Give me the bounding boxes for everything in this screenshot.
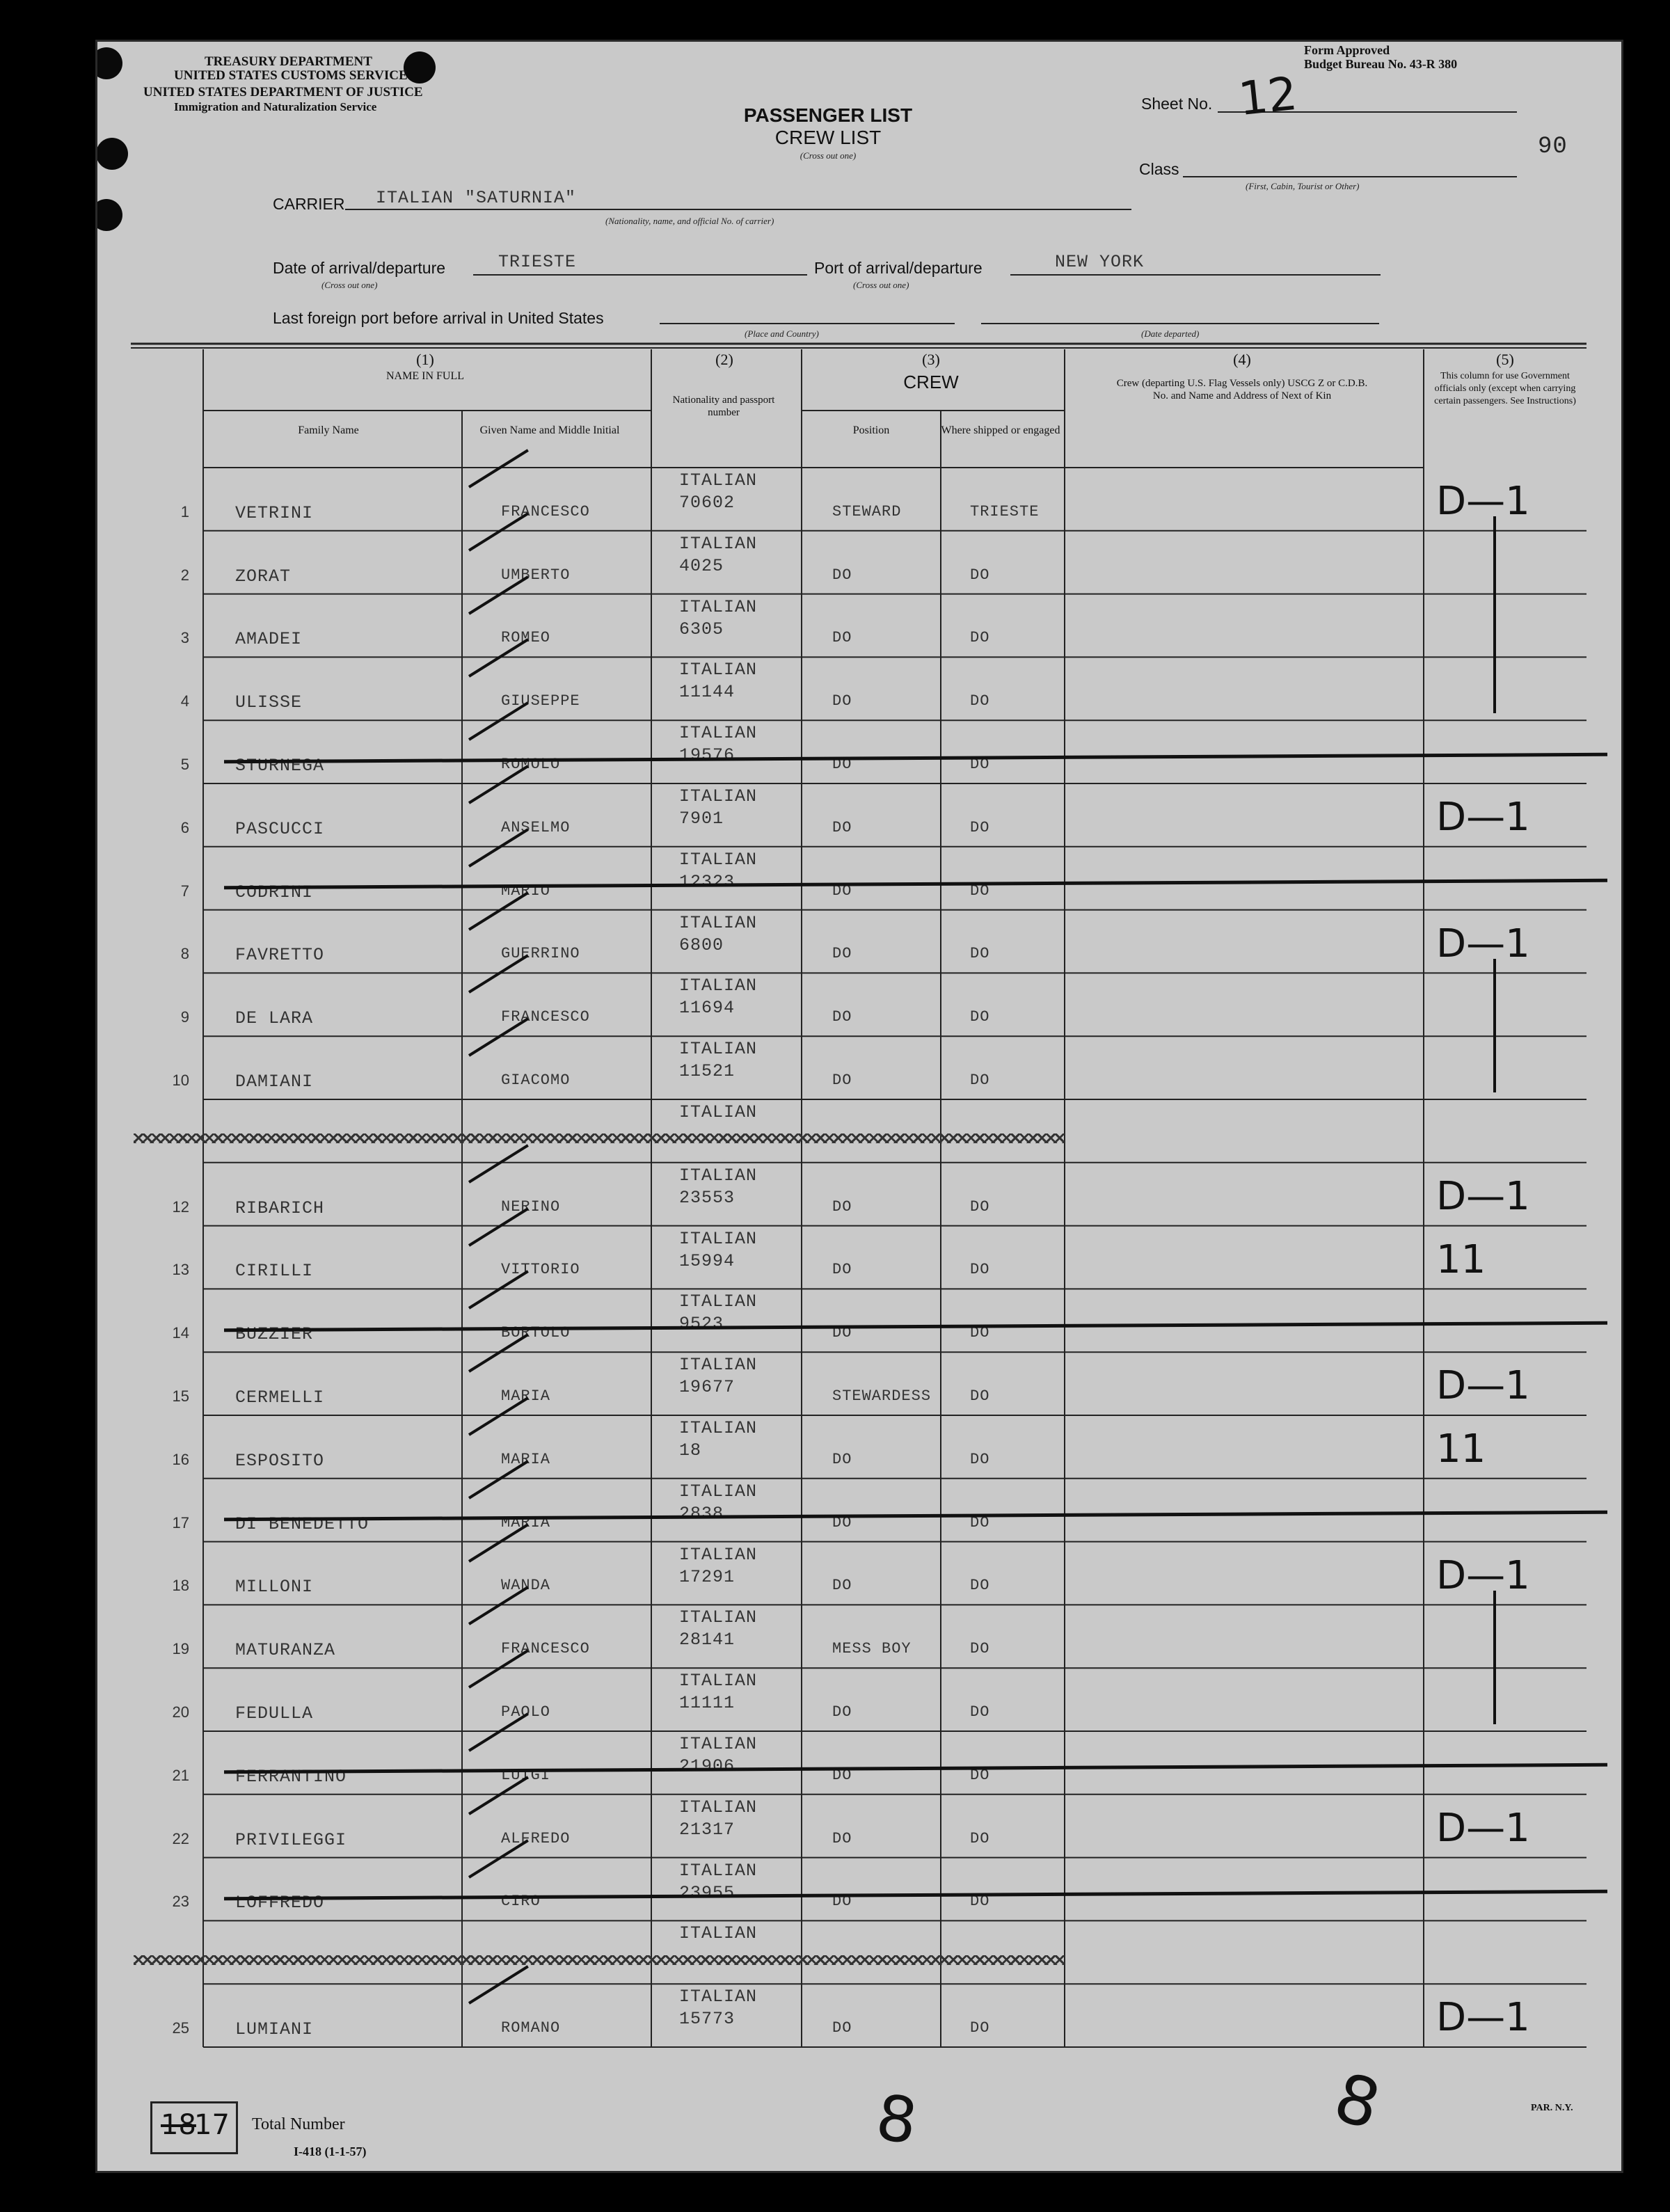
- given-name: UMBERTO: [501, 566, 571, 584]
- nationality: ITALIAN: [679, 596, 758, 617]
- passport-number: 7901: [679, 809, 724, 829]
- class-label: Class: [1139, 160, 1179, 178]
- nationality: ITALIAN: [679, 1418, 758, 1438]
- position: DO: [832, 945, 852, 963]
- official-mark: D—1: [1436, 479, 1530, 524]
- where-shipped: DO: [970, 2019, 990, 2037]
- row-number: 23: [172, 1893, 189, 1911]
- where-shipped-header: Where shipped or engaged: [941, 424, 1060, 436]
- title-passenger-list: PASSENGER LIST: [743, 104, 913, 126]
- family-name: DAMIANI: [235, 1072, 314, 1092]
- position: DO: [832, 1703, 852, 1721]
- family-name: FERRANTINO: [235, 1766, 347, 1787]
- sheet-number: 12: [1236, 66, 1300, 127]
- given-name: BORTOLO: [501, 1324, 571, 1342]
- row-number: 22: [172, 1829, 189, 1847]
- position: DO: [832, 1829, 852, 1847]
- where-shipped: DO: [970, 1450, 990, 1468]
- nationality: ITALIAN: [679, 1291, 758, 1312]
- family-name: VETRINI: [235, 502, 314, 523]
- official-mark: D—1: [1436, 1805, 1530, 1851]
- where-shipped: DO: [970, 1387, 990, 1405]
- nationality: ITALIAN: [679, 1102, 758, 1122]
- total-label: Total Number: [252, 2115, 345, 2133]
- given-name: FRANCESCO: [501, 1640, 590, 1658]
- carrier-hint: (Nationality, name, and official No. of carrier): [605, 216, 774, 226]
- row-number: 19: [172, 1640, 189, 1658]
- passport-number: 19576: [679, 745, 735, 766]
- budget-bureau: Budget Bureau No. 43-R 380: [1304, 57, 1458, 71]
- col5-num: (5): [1496, 351, 1514, 368]
- tally-stroke: [1493, 959, 1496, 1092]
- where-shipped: DO: [970, 1829, 990, 1847]
- where-shipped: DO: [970, 818, 990, 836]
- col1-num: (1): [416, 351, 434, 368]
- given-name: WANDA: [501, 1577, 551, 1595]
- agency-line: TREASURY DEPARTMENT: [205, 54, 372, 69]
- given-name: MARIA: [501, 1450, 551, 1468]
- passport-number: 12323: [679, 871, 735, 892]
- position: STEWARD: [832, 502, 902, 520]
- row-number: 18: [172, 1577, 189, 1595]
- passport-number: 4025: [679, 555, 724, 576]
- col2-title: Nationality and passport number: [672, 395, 775, 418]
- family-name: ESPOSITO: [235, 1450, 325, 1471]
- total-struck: 18: [161, 2109, 196, 2141]
- official-mark: 11: [1436, 1236, 1486, 1282]
- xed-out-row: [134, 1133, 1065, 1143]
- where-shipped: DO: [970, 1577, 990, 1595]
- position: DO: [832, 1072, 852, 1089]
- family-name: LUMIANI: [235, 2019, 314, 2039]
- nationality: ITALIAN: [679, 1481, 758, 1502]
- given-name-header: Given Name and Middle Initial: [479, 424, 620, 436]
- where-shipped: DO: [970, 945, 990, 963]
- official-mark: D—1: [1436, 1552, 1530, 1598]
- position: DO: [832, 1008, 852, 1026]
- nationality: ITALIAN: [679, 1165, 758, 1186]
- position: DO: [832, 629, 852, 647]
- tally-stroke: [1493, 516, 1496, 713]
- nationality: ITALIAN: [679, 1355, 758, 1376]
- given-name: FRANCESCO: [501, 1008, 590, 1026]
- nationality: ITALIAN: [679, 976, 758, 996]
- row-number: 7: [180, 882, 189, 900]
- where-shipped: TRIESTE: [970, 502, 1040, 520]
- passport-number: 11521: [679, 1061, 735, 1082]
- form-number: I-418 (1-1-57): [294, 2145, 367, 2158]
- family-name: MILLONI: [235, 1577, 314, 1598]
- position: DO: [832, 1766, 852, 1784]
- row-number: 6: [180, 818, 189, 836]
- passport-number: 23553: [679, 1187, 735, 1208]
- position: DO: [832, 882, 852, 900]
- nationality: ITALIAN: [679, 1797, 758, 1817]
- family-name: ZORAT: [235, 566, 292, 587]
- table-grid: [97, 42, 1621, 2171]
- printer-mark: PAR. N.Y.: [1531, 2103, 1573, 2113]
- row-number: 3: [180, 629, 189, 647]
- position: DO: [832, 1324, 852, 1342]
- row-number: 20: [172, 1703, 189, 1721]
- row-number: 5: [180, 756, 189, 773]
- given-name: VITTORIO: [501, 1261, 580, 1279]
- family-name: STURNEGA: [235, 756, 325, 776]
- position: MESS BOY: [832, 1640, 912, 1658]
- where-shipped: DO: [970, 1703, 990, 1721]
- family-name: FAVRETTO: [235, 945, 325, 966]
- date-hint: (Cross out one): [321, 280, 378, 290]
- where-shipped: DO: [970, 756, 990, 773]
- family-name: CODRINI: [235, 882, 314, 902]
- date-value: TRIESTE: [498, 252, 577, 272]
- where-shipped: DO: [970, 1513, 990, 1531]
- family-name: AMADEI: [235, 629, 303, 650]
- given-name: ANSELMO: [501, 818, 571, 836]
- nationality: ITALIAN: [679, 533, 758, 554]
- nationality: ITALIAN: [679, 1987, 758, 2007]
- row-number: 12: [172, 1197, 189, 1216]
- cross-out-hint: (Cross out one): [800, 150, 857, 161]
- row-number: 10: [172, 1072, 189, 1089]
- family-name: CIRILLI: [235, 1261, 314, 1282]
- family-name: BUZZIER: [235, 1324, 314, 1345]
- position: DO: [832, 692, 852, 710]
- given-name: LUIGI: [501, 1766, 551, 1784]
- passport-number: 17291: [679, 1566, 735, 1587]
- where-shipped: DO: [970, 1261, 990, 1279]
- agency-line: UNITED STATES DEPARTMENT OF JUSTICE: [143, 85, 423, 100]
- position: DO: [832, 1577, 852, 1595]
- row-number: 1: [180, 502, 189, 520]
- given-name: FRANCESCO: [501, 502, 590, 520]
- nationality: ITALIAN: [679, 1039, 758, 1060]
- official-mark: D—1: [1436, 921, 1530, 966]
- port-hint: (Cross out one): [853, 280, 909, 290]
- given-name: ROMANO: [501, 2019, 561, 2037]
- nationality: ITALIAN: [679, 1734, 758, 1754]
- row-number: 8: [180, 945, 189, 963]
- family-name: LOFFREDO: [235, 1893, 325, 1913]
- official-mark: D—1: [1436, 795, 1530, 840]
- form-approved: Form Approved: [1304, 43, 1390, 57]
- total-box: [150, 2101, 238, 2154]
- given-name: GIACOMO: [501, 1072, 571, 1089]
- where-shipped: DO: [970, 1640, 990, 1658]
- col5-title: This column for use Government officials only (except when carrying certain passengers. See Instructions): [1434, 371, 1576, 406]
- where-shipped: DO: [970, 882, 990, 900]
- official-mark: D—1: [1436, 1363, 1530, 1409]
- position: DO: [832, 2019, 852, 2037]
- row-number: 15: [172, 1387, 189, 1405]
- where-shipped: DO: [970, 1072, 990, 1089]
- position: DO: [832, 1197, 852, 1216]
- position: DO: [832, 566, 852, 584]
- given-name: MARIO: [501, 882, 551, 900]
- port-value: NEW YORK: [1055, 252, 1145, 272]
- agency-line: UNITED STATES CUSTOMS SERVICE: [174, 68, 408, 83]
- passport-number: 15773: [679, 2009, 735, 2030]
- given-name: MARIA: [501, 1387, 551, 1405]
- passport-number: 2838: [679, 1503, 724, 1524]
- last-port-label: Last foreign port before arrival in United States: [273, 309, 604, 327]
- family-name: PRIVILEGGI: [235, 1829, 347, 1850]
- row-number: 14: [172, 1324, 189, 1342]
- position: DO: [832, 1893, 852, 1911]
- where-shipped: DO: [970, 566, 990, 584]
- row-number: 13: [172, 1261, 189, 1279]
- date-departed-hint: (Date departed): [1141, 328, 1200, 339]
- row-number: 9: [180, 1008, 189, 1026]
- col3-num: (3): [922, 351, 940, 368]
- given-name: PAOLO: [501, 1703, 551, 1721]
- row-number: 2: [180, 566, 189, 584]
- nationality: ITALIAN: [679, 912, 758, 933]
- xed-out-row: [134, 1955, 1065, 1965]
- where-shipped: DO: [970, 1766, 990, 1784]
- position: DO: [832, 818, 852, 836]
- row-number: 21: [172, 1766, 189, 1784]
- passport-number: 11694: [679, 998, 735, 1019]
- col2-num: (2): [715, 351, 733, 368]
- family-name: DE LARA: [235, 1008, 314, 1029]
- nationality: ITALIAN: [679, 1860, 758, 1881]
- position: STEWARDESS: [832, 1387, 932, 1405]
- given-name: CIRO: [501, 1893, 541, 1911]
- family-name: MATURANZA: [235, 1640, 336, 1661]
- where-shipped: DO: [970, 692, 990, 710]
- row-number: 25: [172, 2019, 189, 2037]
- given-name: GIUSEPPE: [501, 692, 580, 710]
- family-name-header: Family Name: [298, 424, 359, 436]
- class-hint: (First, Cabin, Tourist or Other): [1246, 181, 1360, 191]
- carrier-label: CARRIER: [273, 195, 345, 213]
- where-shipped: DO: [970, 629, 990, 647]
- passport-number: 11144: [679, 682, 735, 703]
- sheet-label: Sheet No.: [1141, 95, 1213, 113]
- where-shipped: DO: [970, 1324, 990, 1342]
- passport-number: 28141: [679, 1630, 735, 1650]
- nationality: ITALIAN: [679, 786, 758, 806]
- given-name: ROMEO: [501, 629, 551, 647]
- port-label: Port of arrival/departure: [814, 259, 983, 277]
- passport-number: 18: [679, 1440, 702, 1461]
- row-number: 17: [172, 1513, 189, 1531]
- passport-number: 21906: [679, 1756, 735, 1776]
- row-number: 4: [180, 692, 189, 710]
- position: DO: [832, 1513, 852, 1531]
- position-header: Position: [852, 424, 890, 436]
- handwritten-mark: 8: [871, 2080, 922, 2159]
- carrier-value: ITALIAN "SATURNIA": [376, 188, 577, 208]
- family-name: ULISSE: [235, 692, 303, 713]
- where-shipped: DO: [970, 1197, 990, 1216]
- passport-number: 15994: [679, 1250, 735, 1271]
- position: DO: [832, 756, 852, 773]
- family-name: RIBARICH: [235, 1197, 325, 1218]
- nationality: ITALIAN: [679, 1544, 758, 1565]
- total-value: 17: [194, 2109, 230, 2141]
- given-name: ROMOLO: [501, 756, 561, 773]
- nationality: ITALIAN: [679, 1923, 758, 1944]
- given-name: GUERRINO: [501, 945, 580, 963]
- nationality: ITALIAN: [679, 1228, 758, 1249]
- passport-number: 9523: [679, 1314, 724, 1335]
- handwritten-mark: 8: [1326, 2058, 1389, 2145]
- col1-title: NAME IN FULL: [386, 370, 464, 382]
- passport-number: 6800: [679, 934, 724, 955]
- tally-stroke: [1493, 1591, 1496, 1724]
- given-name: MARIA: [501, 1513, 551, 1531]
- family-name: DI BENEDETTO: [235, 1513, 369, 1534]
- passport-number: 21317: [679, 1819, 735, 1840]
- crew-list-form: [97, 42, 1621, 2171]
- row-number: 16: [172, 1450, 189, 1468]
- position: DO: [832, 1450, 852, 1468]
- nationality: ITALIAN: [679, 723, 758, 744]
- where-shipped: DO: [970, 1893, 990, 1911]
- col3-title: CREW: [903, 372, 959, 392]
- given-name: NERINO: [501, 1197, 561, 1216]
- family-name: PASCUCCI: [235, 818, 325, 839]
- where-shipped: DO: [970, 1008, 990, 1026]
- nationality: ITALIAN: [679, 470, 758, 491]
- nationality: ITALIAN: [679, 849, 758, 870]
- nationality: ITALIAN: [679, 1671, 758, 1692]
- given-name: ALFREDO: [501, 1829, 571, 1847]
- title-crew-list: CREW LIST: [774, 127, 882, 148]
- passport-number: 11111: [679, 1693, 735, 1714]
- col4-num: (4): [1233, 351, 1251, 368]
- passport-number: 19677: [679, 1377, 735, 1398]
- nationality: ITALIAN: [679, 1607, 758, 1628]
- col4-title: Crew (departing U.S. Flag Vessels only) USCG Z or C.D.B. No. and Name and Address of Next of Kin: [1116, 378, 1368, 401]
- nationality: ITALIAN: [679, 660, 758, 681]
- passport-number: 6305: [679, 619, 724, 639]
- corner-number: 90: [1538, 134, 1568, 160]
- passport-number: 23955: [679, 1882, 735, 1903]
- last-port-hint: (Place and Country): [745, 328, 819, 339]
- official-mark: D—1: [1436, 1995, 1530, 2041]
- passport-number: 70602: [679, 493, 735, 513]
- family-name: CERMELLI: [235, 1387, 325, 1408]
- official-mark: D—1: [1436, 1173, 1530, 1219]
- official-mark: 11: [1436, 1426, 1486, 1472]
- agency-line: Immigration and Naturalization Service: [174, 100, 377, 113]
- family-name: FEDULLA: [235, 1703, 314, 1724]
- date-label: Date of arrival/departure: [273, 259, 446, 277]
- position: DO: [832, 1261, 852, 1279]
